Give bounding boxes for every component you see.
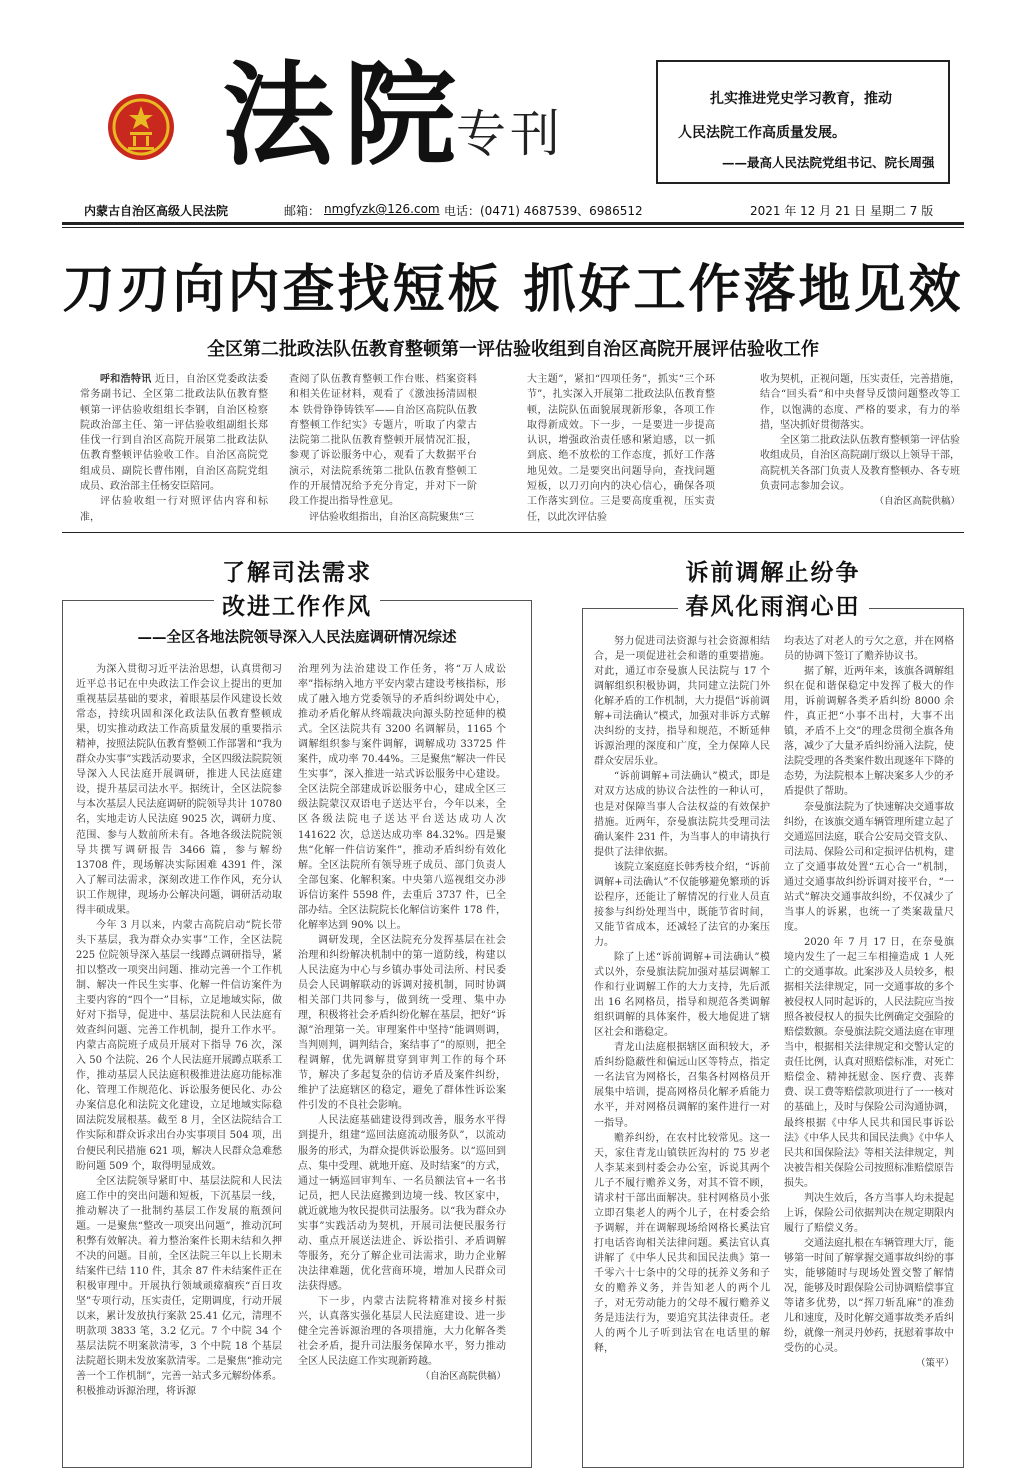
lead-text-1b: 评估验收组一行对照评估内容和标准，: [80, 496, 268, 523]
masthead-subtitle: 专刊: [456, 105, 564, 163]
lead-column-4: [760, 372, 960, 507]
lead-text-2: 查阅了队伍教育整顿工作台账、档案资料和相关佐证材料，观看了《激浊扬清固根本 铁骨铮铮铸铁军——自治区高院队伍教育整顿工作纪实》专题片，听取了内蒙古法院第二批队伍教育整顿开展情况汇报，参观了诉讼服务中心，观看了大数据平台演示，对法院系统第二批队伍教育整顿工作的开展情况给予充分肯定，并对下一阶段工作提出指导性意见。: [289, 374, 477, 508]
court-name: 内蒙古自治区高级人民法院: [84, 204, 229, 218]
lead-column-2: [289, 372, 477, 523]
left-para-7: 下一步，内蒙古法院将精准对接乡村振兴，认真落实强化基层人民法庭建设、进一步健全完善诉源治理的各项措施，大力化解各类社会矛盾，提升司法服务保障水平，努力推动全区人民法庭工作实现新跨越。: [298, 1295, 506, 1368]
right-para-9: 奈曼旗法院为了快速解决交通事故纠纷，在该旗交通车辆管理所建立起了交通巡回法庭，联合公安局交管支队、司法局、保险公司和定损评估机构，建立了交通事故处置“五心合一”机制，通过交通事故纠纷诉调对接平台，“一站式”解决交通事故纠纷，不仅减少了当事人的诉累，也统一了类案裁量尺度。: [784, 801, 954, 933]
right-para-2: “诉前调解+司法确认”模式，即是对双方达成的协议合法性的一种认可，也是对保障当事人合法权益的有效保护措施。近两年，奈曼旗法院共受理司法确认案件 231 件，为当事人的申请执行提供了法律依据。: [594, 771, 770, 858]
lead-headline: 刀刃向内查找短板 抓好工作落地见效: [62, 260, 964, 320]
byline: 呼和浩特讯: [100, 374, 152, 385]
issue-date: 2021 年 12 月 21 日 星期二 7 版: [750, 204, 934, 218]
quote-line-2: 人民法院工作高质量发展。: [678, 125, 846, 141]
section-divider: [62, 532, 964, 533]
left-para-6: 人民法庭基础建设得到改善，服务水平得到提升，组建“巡回法庭流动服务队”，以流动服务的形式，为群众提供诉讼服务。以“巡回到点、集中受理、就地开庭、及时结案”的方式，通过一辆巡回审判车、一名员额法官+一名书记员，把人民法庭搬到边境一线、牧区家中，就近就地为牧民提供司法服务。以“我为群众办实事”实践活动为契机，开展司法便民服务行动、重点开展送法进企、诉讼指引、矛盾调解等服务，充分了解企业司法需求，助力企业解决法律难题，优化营商环境，增加人民群众司法获得感。: [298, 1115, 506, 1292]
right-para-6: 赡养纠纷，在农村比较常见。这一天，家住青龙山镇铁匠沟村的 75 岁老人李某来到村委会办公室，诉说其两个儿子不履行赡养义务，对其不管不顾，请求村干部出面解决。驻村网格员小张立即召集老人的两个儿子，在村委会给予调解，并在调解现场给网格长奚法官打电话咨询相关法律问题。奚法官认真讲解了《中华人民共和国民法典》第一千零六十七条中的父母的抚养义务和子女的赡养义务，并告知老人的两个儿子，对无劳动能力的父母不履行赡养义务是违法行为，要追究其法律责任。老人的两个儿子听到法官在电话里的解释，: [594, 1132, 770, 1355]
right-para-7: 均表达了对老人的亏欠之意，并在网格员的协调下签订了赡养协议书。: [784, 636, 954, 663]
right-article-column-1: [594, 634, 770, 1460]
national-emblem-icon: [106, 92, 176, 162]
lead-text-4b: 全区第二批政法队伍教育整顿第一评估验收组成员，自治区高院副厅级以上领导干部，高院机关各部门负责人及教育整顿办、各专班负责同志参加会议。: [760, 435, 960, 493]
left-article-column-2: [298, 662, 506, 1460]
quote-box: [656, 60, 950, 184]
left-article-title-2-text: 改进工作作风: [214, 593, 380, 620]
lead-text-1: 近日，自治区党委政法委常务副书记、全区第二批政法队伍教育整顿第一评估验收组组长李钢，自治区检察院政治部主任、第一评估验收组副组长郑佳伐一行到自治区高院开展第二批政法队伍教育整顿评估验收工作。自治区高院党组成员、副院长曹伟刚，自治区高院党组成员、政治部主任杨安臣陪同。: [80, 374, 269, 493]
lead-text-3: 大主题”，紧扣“四项任务”，抓实“三个环节”，扎实深入开展第二批政法队伍教育整顿，法院队伍面貌展现新形象，各项工作取得新成效。下一步，一是要进一步提高认识，增强政治责任感和紧迫感，以一抓到底、绝不放松的工作态度，抓好工作落地见效。二是要突出问题导向，查找问题短板，以刀刃向内的决心信心，确保各项工作落实到位。三是要高度重视，压实责任，以此次评估验: [527, 374, 715, 523]
right-article-credit: （策平）: [915, 1358, 954, 1370]
lead-subheadline: 全区第二批政法队伍教育整顿第一评估验收组到自治区高院开展评估验收工作: [207, 339, 819, 360]
right-para-1: 努力促进司法资源与社会资源相结合，是一项促进社会和谐的重要措施。对此，通辽市奈曼旗人民法院与 17 个调解组织积极协调，共同建立法院门外化解矛盾的工作机制，大力提倡“诉前调解+司法确认”模式，加强对非诉方式解决纠纷的支持，指导和规范，不断延伸诉源治理的深度和广度，全力保障人民群众安居乐业。: [594, 636, 770, 768]
left-article-credit: （自治区高院供稿）: [420, 1371, 506, 1383]
masthead-title: 法院: [222, 50, 466, 181]
right-para-5: 青龙山法庭根据辖区面积较大，矛盾纠纷隐蔽性和偏远山区等特点，指定一名法官为网格长，召集各村网格员开展集中培训，提高网格员化解矛盾能力水平，并对网格员调解的案件进行一对一指导。: [594, 1042, 770, 1129]
email-label: 邮箱：: [284, 204, 321, 218]
quote-line-1: 扎实推进党史学习教育，推动: [710, 91, 892, 107]
left-para-2: 今年 3 月以来，内蒙古高院启动“院长带头下基层，我为群众办实事”工作，全区法院 225 位院领导深入基层一线蹲点调研指导，紧扣以整改一项突出问题、推动完善一个工作机制、解决一件民生实事、化解一件信访案件为主要内容的“四个一”目标，立足地域实际，做好对下指导，促进中、基层法院和人民法庭有效查纠问题、完善工作机制，提升工作水平。内蒙古高院班子成员开展对下指导 76 次，深入 50 个法院、26 个人民法庭开展蹲点联系工作，推动基层人民法庭积极推进法庭功能标准化、管理工作规范化、诉讼服务便民化、办公办案信息化和法院文化建设，立足地域实际稳固法院发展根基。截至 8 月，全区法院结合工作实际和群众诉求出台办实事项目 504 项，出台便民利民措施 621 项，解决人民群众急难愁盼问题 509 个，取得明显成效。: [76, 919, 282, 1172]
left-para-4: 治理列为法治建设工作任务，将“万人成讼率”指标纳入地方平安内蒙古建设考核指标，形成了融入地方党委领导的矛盾纠纷调处中心，推动矛盾化解从终端裁决向源头防控延伸的模式。全区法院共有 3200 名调解员，1165 个调解组织参与案件调解，调解成功 33725 件案件，成功率 70.44%。三是聚焦“解决一件民生实事”，深入推进一站式诉讼服务中心建设。全区法院全部建成诉讼服务中心，建成全区三级法院蒙汉双语电子送达平台，今年以来，全区各级法院电子送达平台送达成功人次 141622 次，总送达成功率 84.32%。四是聚焦“化解一件信访案件”，推动矛盾纠纷有效化解。全区法院所有领导班子成员、部门负责人全部包案、化解积案。中央第八巡视组交办涉诉信访案件 5598 件，去重后 3737 件，已全部办结。全区法院院长化解信访案件 178 件，化解率达到 90% 以上。: [298, 664, 506, 931]
lead-text-4: 收为契机，正视问题，压实责任，完善措施，结合“回头看”和中央督导反馈问题整改等工作，以饱满的态度、严格的要求，有力的举措，坚决抓好贯彻落实。: [760, 374, 960, 431]
masthead-divider: [62, 222, 964, 225]
right-article-title-1: 诉前调解止纷争: [685, 559, 861, 586]
email-link[interactable]: nmgfyzk@126.com: [324, 202, 440, 216]
left-para-3: 全区法院领导紧盯中、基层法院和人民法庭工作中的突出问题和短板，下沉基层一线，推动解决了一批制约基层工作发展的瓶颈问题。一是聚焦“整改一项突出问题”，推动沉珂积弊有效解决。着力整治案件长期未结和久押不决的问题。目前，全区法院三年以上长期未结案件已结 110 件，其余 87 件未结案件正在积极审理中。开展执行领域顽瘴痼疾“百日攻坚”专项行动，压实责任，定期调度，行动开展以来，累计发放执行案款 25.41 亿元，清理不明款项 3833 笔，3.2 亿元。7 个中院 34 个基层法院不明案款清零，3 个中院 18 个基层法院超长期未发放案款清零。二是聚焦“推动完善一个工作机制”，完善一站式多元解纷体系。积极推动诉源治理，将诉源: [76, 1175, 282, 1398]
left-article-title-2: [62, 590, 532, 624]
right-para-4: 除了上述“诉前调解+司法确认”模式以外，奈曼旗法院加强对基层调解工作和行业调解工作的大力支持，先后派出 16 名网格员，指导和规范各类调解组织调解的具体案件，极大地促进了辖区社会和谐稳定。: [594, 951, 770, 1039]
lead-text-2b: 评估验收组指出，自治区高院聚焦“三: [309, 511, 475, 523]
masthead-divider-thin: [62, 227, 964, 228]
right-para-8: 据了解，近两年来，该旗各调解组织在促和谐保稳定中发挥了极大的作用，诉前调解各类矛盾纠纷 8000 余件，真正把“小事不出村，大事不出镇，矛盾不上交”的理念贯彻全旗各角落，减少了大量矛盾纠纷涌入法院，使法院受理的各类案件数出现逐年下降的态势，为法院根本上解决案多人少的矛盾提供了帮助。: [784, 666, 954, 798]
lead-column-1: [80, 372, 269, 523]
left-para-1: 为深入贯彻习近平法治思想，认真贯彻习近平总书记在中央政法工作会议上提出的更加重视基层基础的要求，着眼基层作风建设长效常态，持续巩固和深化政法队伍教育整顿成果，切实推动政法工作高质量发展的重要指示精神，按照法院队伍教育整顿工作部署和“我为群众办实事”实践活动要求，全区四级法院院领导深入人民法庭开展调研，推进人民法庭建设，提升基层司法水平。据统计，全区法院参与本次基层人民法庭调研的院领导共计 10780 名，实地走访人民法庭 9025 次，调研力度、范围、参与人数前所未有。各地各级法院院领导共撰写调研报告 3466 篇，参与解纷 13708 件，现场解决实际困难 4391 件，深入了解司法需求，深刻改进工作作风，充分认识工作规律，现场办公解决问题，调研活动取得丰硕成果。: [76, 664, 282, 916]
left-article-column-1: [76, 662, 282, 1460]
phone-info: 电话：(0471) 4687539、6986512: [444, 204, 643, 218]
quote-attribution: ——最高人民法院党组书记、院长周强: [722, 155, 935, 170]
info-bar: [62, 198, 962, 224]
left-article-subtitle-wrap: [62, 628, 532, 648]
right-article-column-2: [784, 634, 954, 1460]
left-para-5: 调研发现，全区法院充分发挥基层在社会治理和纠纷解决机制中的第一道防线，构建以人民法庭为中心与乡镇办事处司法所、村民委员会人民调解联动的诉调对接机制，同时协调相关部门共同参与，做到统一受理、集中办理，积极将社会矛盾纠纷化解在基层，把好“诉源”治理第一关。审理案件中坚持“能调则调，当判则判，调判结合，案结事了”的原则，把全程调解，优先调解贯穿到审判工作的每个环节，解决了多起复杂的信访矛盾及案件纠纷，维护了法庭辖区的稳定，避免了群体性诉讼案件引发的不良社会影响。: [298, 934, 506, 1112]
right-para-11: 判决生效后，各方当事人均未提起上诉，保险公司依据判决在规定期限内履行了赔偿义务。: [784, 1192, 954, 1234]
right-para-10: 2020 年 7 月 17 日，在奈曼旗境内发生了一起三车相撞造成 1 人死亡的交通事故。此案涉及人员较多，根据相关法律规定，同一交通事故的多个被侵权人同时起诉的，人民法院应当按照各被侵权人的损失比例确定交强险的赔偿数额。奈曼旗法院交通法庭在审理当中，根据相关法律规定和交警认定的责任比例，认真对照赔偿标准，对死亡赔偿金、精神抚慰金、医疗费、丧葬费、误工费等赔偿款项进行了一一核对的基础上，及时与保险公司沟通协调，最终根据《中华人民共和国民事诉讼法》《中华人民共和国民法典》《中华人民共和国保险法》等相关法律规定，判决被告相关保险公司按照标准赔偿原告损失。: [784, 936, 954, 1189]
lead-column-3: [527, 372, 715, 523]
right-article-title-2: [582, 590, 964, 624]
right-para-12: 交通法庭扎根在车辆管理大厅，能够第一时间了解掌握交通事故纠纷的事实，能够随时与现场处置交警了解情况，能够及时跟保险公司协调赔偿事宜等诸多优势，以“挥刀斩乱麻”的准劲儿和速度，及时化解交通事故类矛盾纠纷，就像一剂灵丹妙药，抚慰着事故中受伤的心灵。: [784, 1237, 954, 1355]
lead-credit: （自治区高院供稿）: [874, 496, 960, 508]
left-article-title-1: 了解司法需求: [222, 559, 372, 586]
right-article-title-2-text: 春风化雨润心田: [678, 593, 869, 620]
right-para-3: 该院立案庭庭长韩秀枝介绍，“诉前调解+司法确认”不仅能够避免繁琐的诉讼程序，还能让了解情况的行业人员直接参与纠纷处理当中，既能节省时间，又能节省成本，还减轻了法官的办案压力。: [594, 861, 770, 948]
left-article-subtitle: ——全区各地法院领导深入人民法庭调研情况综述: [137, 630, 457, 646]
